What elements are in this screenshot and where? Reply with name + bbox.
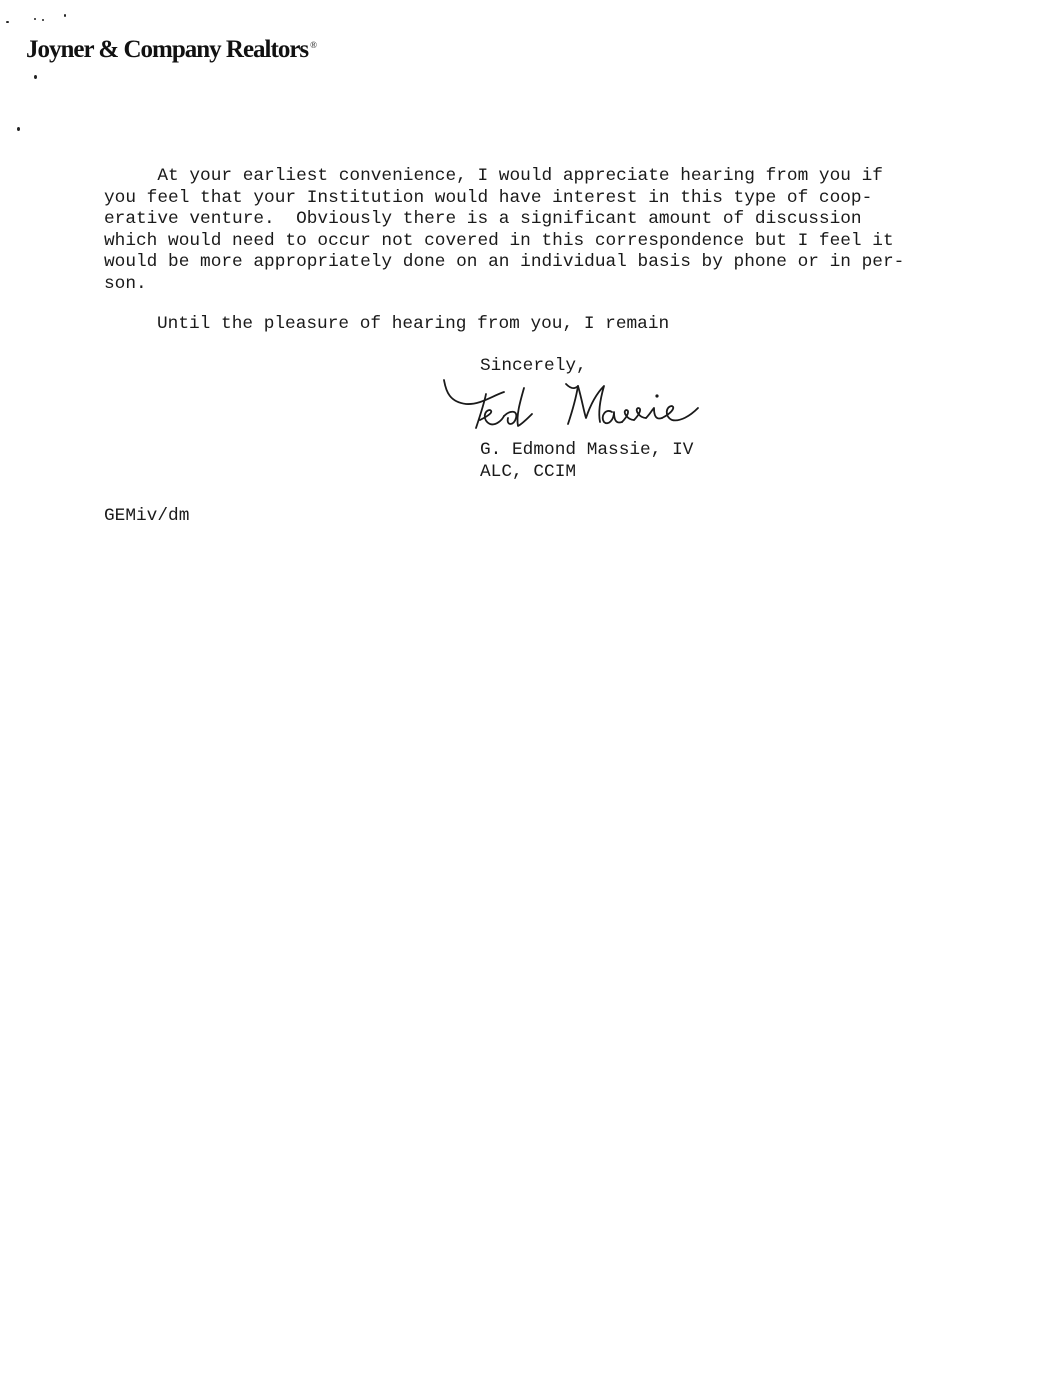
scan-speck [64,14,66,17]
scan-speck [34,75,37,79]
salutation: Sincerely, [480,356,587,376]
registered-mark: ® [310,39,316,50]
paragraph-line: son. [104,273,147,294]
company-name: Joyner & Company Realtors [26,36,309,63]
closing-line: Until the pleasure of hearing from you, I remain [157,314,670,334]
scan-speck [17,127,20,131]
paragraph-line: erative venture. Obviously there is a significant amount of discussion [104,209,862,229]
signer-name: G. Edmond Massie, IV [480,440,694,460]
scan-speck [34,18,36,20]
handwritten-signature [440,372,710,434]
paragraph-line: which would need to occur not covered in this correspondence but I feel it [104,230,894,251]
paragraph-line: you feel that your Institution would have interest in this type of coop- [104,187,873,208]
reference-initials: GEMiv/dm [104,506,190,526]
scan-speck [42,19,44,21]
scan-speck [6,21,9,23]
paragraph-line: would be more appropriately done on an individual basis by phone or in per- [104,252,905,272]
company-letterhead [26,36,316,64]
paragraph-line: At your earliest convenience, I would appreciate hearing from you if [104,166,883,186]
signer-credentials: ALC, CCIM [480,462,577,482]
body-paragraph [104,166,924,295]
